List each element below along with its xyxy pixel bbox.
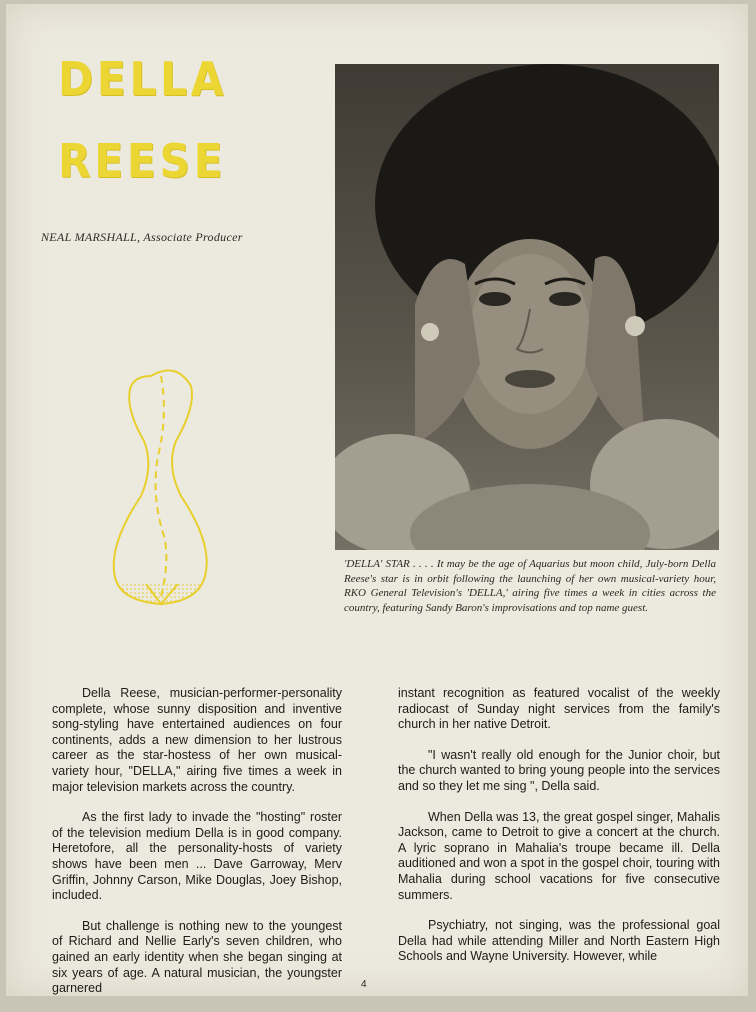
vase-icon — [106, 356, 216, 611]
paragraph: Psychiatry, not singing, was the professional goal Della had while attending Miller and North Eastern High Schools and Wayne University. However, while — [398, 918, 720, 964]
portrait-illustration — [335, 64, 719, 550]
title-line-1: DELLA — [58, 52, 228, 106]
page-number: 4 — [361, 979, 367, 990]
photo-caption: 'DELLA' STAR . . . . It may be the age of Aquarius but moon child, July-born Della Reese's star is in orbit following the launching of her own musical-variety hour, RKO General Television's 'DELLA,' airing five times a week in cities across the country, featuring Sandy Baron's improvisations and top name guest. — [344, 558, 716, 614]
title-line-2: REESE — [58, 134, 227, 188]
paragraph: As the first lady to invade the "hosting" roster of the television medium Della is in good company. Heretofore, all the personality-hosts of variety shows have been men ... Dave Garroway, Merv Griffin, Johnny Carson, Mike Douglas, Joey Bishop, included. — [52, 810, 342, 903]
paragraph: Della Reese, musician-performer-personality complete, whose sunny disposition and inventive song-styling have entertained audiences on four continents, adds a new dimension to her lustrous career as the star-hostess of her own musical-variety hour, "DELLA," airing five times a week in major television markets across the country. — [52, 686, 342, 794]
paragraph: instant recognition as featured vocalist of the weekly radiocast of Sunday night services from the family's church in her native Detroit. — [398, 686, 720, 732]
portrait-photo — [335, 64, 719, 550]
paragraph: When Della was 13, the great gospel singer, Mahalis Jackson, came to Detroit to give a concert at the church. A lyric soprano in Mahalia's troupe became ill. Della auditioned and won a spot in the gospel choir, touring with Mahalia during school vacations for five consecutive summers. — [398, 809, 720, 902]
byline: NEAL MARSHALL, Associate Producer — [41, 230, 243, 244]
paragraph: But challenge is nothing new to the youngest of Richard and Nellie Early's seven children, who gained an early identity when she began singing at six years of age. A natural musician, the youngster garnered — [52, 918, 342, 996]
magazine-page — [6, 4, 748, 996]
article-column-2 — [398, 686, 720, 980]
paragraph: "I wasn't really old enough for the Junior choir, but the church wanted to bring young people into the services and so they let me sing ", Della said. — [398, 747, 720, 793]
article-column-1 — [52, 686, 342, 1012]
